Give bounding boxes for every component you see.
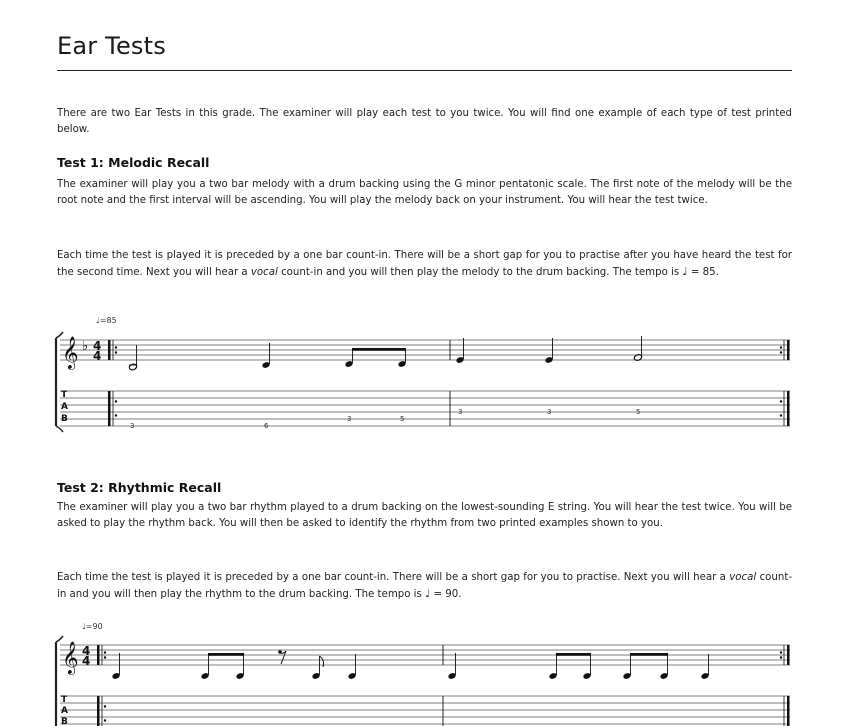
test2-tab-lines — [60, 696, 790, 724]
treble-clef-icon: 𝄞 — [62, 641, 79, 674]
tab-letter-a: A — [61, 706, 68, 716]
test2-staff-lines — [60, 645, 790, 665]
time-signature-top: 4 — [93, 339, 102, 353]
page-title: Ear Tests — [57, 32, 166, 60]
test2-beam-2 — [556, 653, 591, 656]
test2-tempo-mark: ♩=90 — [82, 622, 103, 631]
test1-instructions-text-a: Each time the test is played it is preceded by a one bar count-in. There will be a short gap for you to practise after you have heard the test for the second time. Next you will hear a — [57, 250, 792, 278]
test2-note-10 — [660, 654, 669, 680]
tab-number: 3 — [547, 408, 552, 416]
time-signature-top: 4 — [82, 644, 91, 658]
tab-number: 6 — [264, 422, 269, 430]
test2-description: The examiner will play you a two bar rhythm played to a drum backing on the lowest-sounding E string. You will hear the test twice. You will be asked to play the rhythm back. You will then be asked to identify the rhythm from two printed examples shown to you. — [57, 502, 792, 529]
test2-note-5 — [348, 654, 357, 680]
test2-instructions-text-c: = 90. — [430, 588, 462, 600]
tab-number: 3 — [347, 415, 352, 423]
test2-note-6 — [448, 653, 457, 680]
test2-note-8 — [583, 654, 592, 680]
tab-number: 3 — [130, 422, 135, 430]
start-repeat-barline — [97, 645, 106, 726]
test2-note-1 — [112, 653, 121, 680]
test2-heading: Test 2: Rhythmic Recall — [57, 480, 222, 495]
quarter-note-icon: ♩ — [425, 586, 431, 600]
test2-beam-3 — [630, 653, 668, 656]
test1-instructions-text-b: count-in and you will then play the melody to the drum backing. The tempo is — [277, 266, 683, 278]
quarter-note-icon: ♩ — [682, 264, 688, 278]
tab-letter-t: T — [61, 695, 68, 705]
flat-sign-icon: ♭ — [82, 339, 89, 354]
test2-note-2 — [201, 654, 210, 680]
tab-letter-b: B — [61, 414, 68, 424]
time-signature-bottom: 4 — [93, 349, 102, 363]
eighth-rest-icon — [278, 650, 286, 664]
test1-description: The examiner will play you a two bar melody with a drum backing using the G minor pentatonic scale. The first note of the melody will be the root note and the first interval will be ascending. You will play the melody back on your instrument. You will hear the test twice. — [57, 179, 792, 206]
test2-note-9 — [623, 654, 632, 680]
test2-note-11 — [701, 654, 710, 680]
time-signature-bottom: 4 — [82, 654, 91, 668]
tab-letter-t: T — [61, 390, 68, 400]
tab-number: 5 — [636, 408, 641, 416]
tab-letter-a: A — [61, 402, 68, 412]
test2-note-3 — [236, 654, 245, 680]
test2-note-4 — [312, 656, 324, 680]
treble-clef-icon: 𝄞 — [62, 336, 79, 369]
test2-instructions-italic: vocal — [729, 572, 757, 583]
test1-instructions-text-c: = 85. — [687, 266, 719, 278]
tab-letter-b: B — [61, 717, 68, 726]
test2-instructions-text-a: Each time the test is played it is preceded by a one bar count-in. There will be a short gap for you to practise. Next you will hear a — [57, 572, 730, 583]
end-repeat-barline — [780, 645, 790, 726]
test1-heading: Test 1: Melodic Recall — [57, 155, 210, 170]
test1-tempo-mark: ♩=85 — [96, 316, 117, 325]
test2-beam-1 — [208, 653, 244, 656]
test2-instructions-text-b: count-in and you will then play the rhythm to the drum backing. The tempo is — [57, 572, 792, 600]
test1-instructions-italic: vocal — [250, 266, 278, 278]
test2-note-7 — [549, 654, 558, 680]
intro-paragraph: There are two Ear Tests in this grade. The examiner will play each test to you twice. You will find one example of each type of test printed below. — [57, 108, 792, 135]
tab-number: 5 — [400, 415, 405, 423]
tab-number: 3 — [458, 408, 463, 416]
